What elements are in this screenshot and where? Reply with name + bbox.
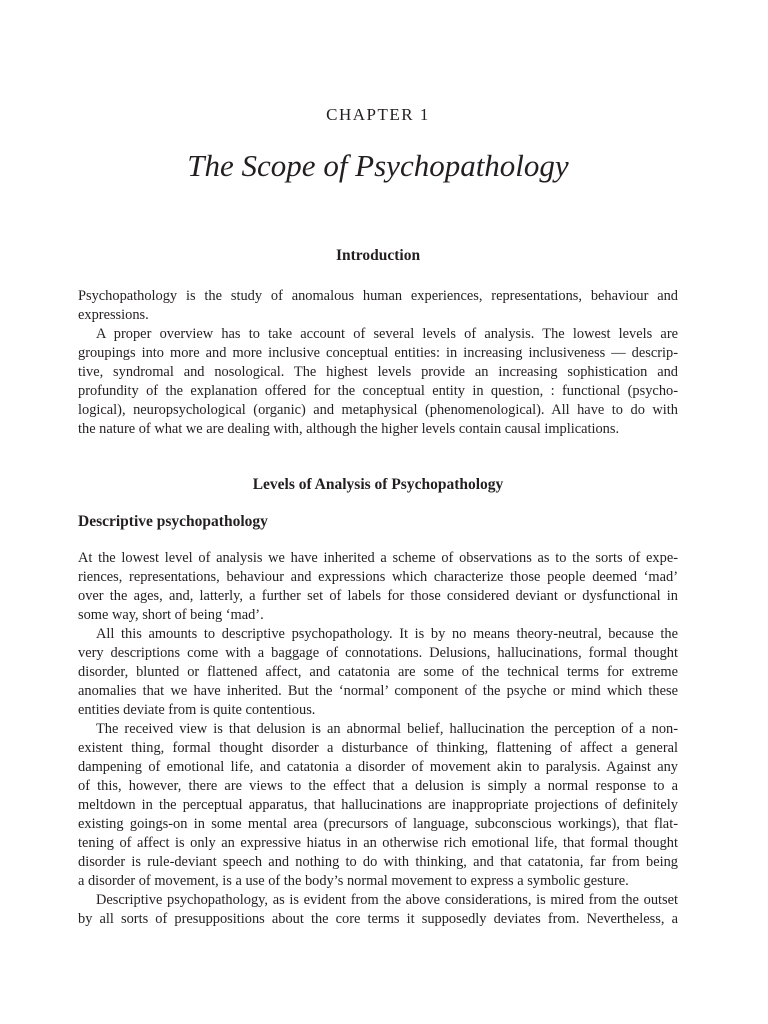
text-line: dampening of emotional life, and catatonia a disorder of movement akin to paralysis. Against any (78, 759, 678, 775)
text-line: Descriptive psychopathology, as is evident from the above considerations, is mired from the outset (96, 892, 678, 908)
text-line: the nature of what we are dealing with, although the higher levels contain causal implications. (78, 421, 620, 437)
text-line: anomalies that we have inherited. But the ‘normal’ component of the psyche or mind which these (78, 683, 678, 699)
text-line: tive, syndromal and nosological. The highest levels provide an increasing sophistication and (78, 364, 678, 380)
subsection-heading-descriptive: Descriptive psychopathology (78, 513, 268, 530)
text-line: groupings into more and more inclusive conceptual entities: in increasing inclusiveness — descrip- (78, 345, 678, 361)
text-line: At the lowest level of analysis we have inherited a scheme of observations as to the sorts of expe- (78, 550, 678, 566)
text-line: profundity of the explanation offered for the conceptual entity in question, : functional (psycho- (78, 383, 678, 399)
text-line: a disorder of movement, is a use of the body’s normal movement to express a symbolic gesture. (78, 873, 629, 889)
text-line: The received view is that delusion is an abnormal belief, hallucination the perception of a non- (96, 721, 678, 737)
text-line: of this, however, there are views to the effect that a delusion is simply a normal response to a (78, 778, 678, 794)
intro-paragraphs (78, 287, 678, 439)
text-line: expressions. (78, 307, 149, 323)
text-line: Psychopathology is the study of anomalous human experiences, representations, behaviour and (78, 288, 678, 304)
document-page (78, 0, 678, 1024)
text-line: some way, short of being ‘mad’. (78, 607, 264, 623)
text-line: existent thing, formal thought disorder a disturbance of thinking, flattening of affect a general (78, 740, 678, 756)
text-line: over the ages, and, latterly, a further set of labels for those considered deviant or dysfunctional in (78, 588, 678, 604)
text-line: by all sorts of presuppositions about the core terms it supposedly deviates from. Nevertheless, a (78, 911, 678, 927)
text-line: tening of affect is only an expressive hiatus in an otherwise rich emotional life, that formal thought (78, 835, 678, 851)
text-line: disorder, blunted or flattened affect, and catatonia are some of the technical terms for extreme (78, 664, 678, 680)
text-line: entities deviate from is quite contentious. (78, 702, 316, 718)
descriptive-paragraphs (78, 549, 678, 929)
text-line: riences, representations, behaviour and expressions which characterize those people deemed ‘mad’ (78, 569, 678, 585)
chapter-label: CHAPTER 1 (326, 105, 430, 124)
text-line: All this amounts to descriptive psychopathology. It is by no means theory-neutral, because the (96, 626, 678, 642)
text-line: logical), neuropsychological (organic) and metaphysical (phenomenological). All have to do with (78, 402, 678, 418)
text-line: A proper overview has to take account of several levels of analysis. The lowest levels are (96, 326, 678, 342)
text-line: very descriptions come with a baggage of connotations. Delusions, hallucinations, formal thought (78, 645, 678, 661)
text-line: existing goings-on in some mental area (precursors of language, subconscious workings), that flat- (78, 816, 678, 832)
section-heading-levels: Levels of Analysis of Psychopathology (252, 476, 504, 493)
text-line: disorder is rule-deviant speech and nothing to do with thinking, and that catatonia, far from being (78, 854, 678, 870)
text-line: meltdown in the perceptual apparatus, that hallucinations are inappropriate projections of definitely (78, 797, 678, 813)
section-heading-introduction: Introduction (335, 247, 421, 264)
chapter-title: The Scope of Psychopathology (187, 148, 569, 183)
